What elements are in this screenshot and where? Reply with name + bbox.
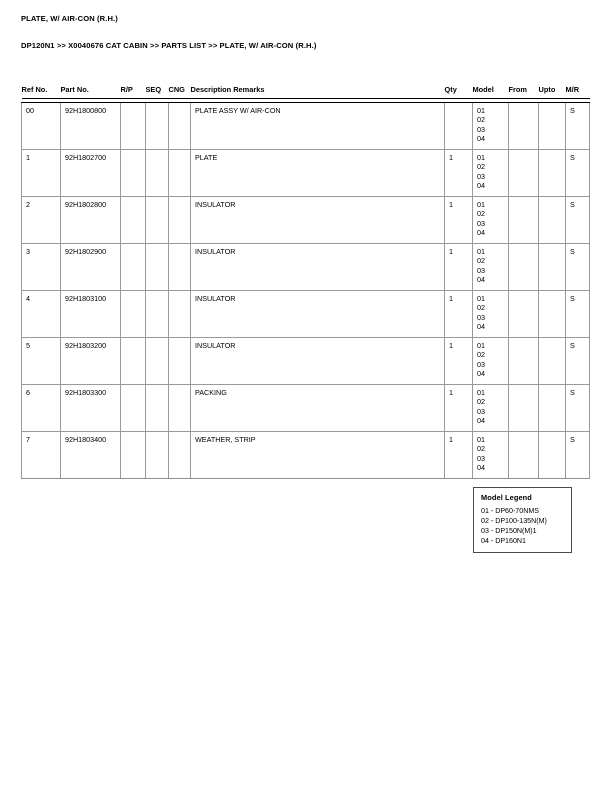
parts-list-table [21,85,590,479]
cell-rp [121,432,146,479]
table-row[interactable] [22,291,590,338]
cell-mr: S [566,103,590,150]
table-body [22,103,590,479]
cell-part-no: 92H1802900 [61,244,121,291]
cell-description: INSULATOR [191,338,445,385]
cell-cng [169,338,191,385]
cell-model [473,150,509,197]
model-code: 03 [477,265,485,275]
model-code: 02 [477,256,485,266]
cell-description: INSULATOR [191,291,445,338]
cell-mr: S [566,338,590,385]
cell-description: PLATE [191,150,445,197]
cell-cng [169,432,191,479]
model-code: 04 [477,368,485,378]
model-code: 02 [477,397,485,407]
cell-qty: 1 [445,244,473,291]
table-row[interactable] [22,385,590,432]
parts-list-table-wrapper [21,85,589,479]
cell-qty: 1 [445,385,473,432]
cell-qty: 1 [445,197,473,244]
model-code: 03 [477,312,485,322]
column-header-ref-no: Ref No. [21,85,48,94]
cell-rp [121,244,146,291]
column-header-qty: Qty [444,85,457,94]
column-header-seq: SEQ [145,85,162,94]
cell-mr: S [566,150,590,197]
cell-rp [121,150,146,197]
model-code: 01 [477,435,485,444]
cell-seq [146,244,169,291]
model-code: 02 [477,303,485,313]
model-legend-entry: 04 - DP160N1 [481,537,526,545]
cell-mr: S [566,244,590,291]
cell-seq [146,150,169,197]
cell-from [509,103,539,150]
cell-description: WEATHER, STRIP [191,432,445,479]
model-code: 01 [477,388,485,397]
cell-upto [539,338,566,385]
cell-seq [146,338,169,385]
cell-from [509,291,539,338]
cell-ref-no: 5 [22,338,61,385]
cell-description: PLATE ASSY W/ AIR-CON [191,103,445,150]
cell-part-no: 92H1800800 [61,103,121,150]
model-code: 01 [477,106,485,115]
cell-rp [121,385,146,432]
cell-upto [539,291,566,338]
model-code: 02 [477,350,485,360]
cell-part-no: 92H1802800 [61,197,121,244]
column-header-rp: R/P [120,85,133,94]
cell-rp [121,291,146,338]
cell-cng [169,291,191,338]
cell-seq [146,197,169,244]
model-code: 03 [477,453,485,463]
cell-part-no: 92H1802700 [61,150,121,197]
cell-cng [169,103,191,150]
cell-cng [169,385,191,432]
cell-part-no: 92H1803300 [61,385,121,432]
cell-cng [169,150,191,197]
model-legend-entry: 02 - DP100-135N(M) [481,517,547,525]
cell-seq [146,291,169,338]
cell-part-no: 92H1803200 [61,338,121,385]
cell-upto [539,150,566,197]
model-legend-entries [481,506,565,546]
cell-description: INSULATOR [191,244,445,291]
cell-seq [146,385,169,432]
cell-upto [539,385,566,432]
cell-ref-no: 6 [22,385,61,432]
column-header-model: Model [472,85,494,94]
table-row[interactable] [22,338,590,385]
cell-rp [121,338,146,385]
cell-from [509,385,539,432]
cell-model [473,385,509,432]
cell-model [473,197,509,244]
model-code: 04 [477,227,485,237]
cell-rp [121,197,146,244]
cell-from [509,150,539,197]
model-code: 03 [477,406,485,416]
cell-cng [169,244,191,291]
model-code: 04 [477,274,485,284]
cell-mr: S [566,291,590,338]
model-code: 01 [477,153,485,162]
cell-qty: 1 [445,291,473,338]
table-row[interactable] [22,103,590,150]
cell-seq [146,432,169,479]
model-code: 01 [477,294,485,303]
cell-from [509,432,539,479]
model-legend-title: Model Legend [481,493,532,502]
model-code: 03 [477,171,485,181]
cell-model [473,291,509,338]
model-code: 02 [477,209,485,219]
table-row[interactable] [22,432,590,479]
model-legend-entry: 03 - DP150N(M)1 [481,527,537,535]
cell-ref-no: 00 [22,103,61,150]
model-code: 04 [477,133,485,143]
cell-qty: 1 [445,338,473,385]
model-code: 01 [477,341,485,350]
cell-upto [539,103,566,150]
column-header-part-no: Part No. [60,85,89,94]
table-row[interactable] [22,197,590,244]
cell-from [509,244,539,291]
model-code: 03 [477,124,485,134]
cell-mr: S [566,432,590,479]
cell-upto [539,244,566,291]
column-header-description: Description Remarks [190,85,265,94]
model-code: 04 [477,462,485,472]
cell-part-no: 92H1803400 [61,432,121,479]
cell-model [473,244,509,291]
model-code: 02 [477,444,485,454]
cell-qty [445,103,473,150]
page-title: PLATE, W/ AIR-CON (R.H.) [21,14,118,23]
table-header [22,85,590,103]
cell-part-no: 92H1803100 [61,291,121,338]
cell-qty: 1 [445,432,473,479]
breadcrumb: DP120N1 >> X0040676 CAT CABIN >> PARTS LIST >> PLATE, W/ AIR-CON (R.H.) [21,41,317,50]
cell-rp [121,103,146,150]
model-code: 03 [477,359,485,369]
cell-ref-no: 7 [22,432,61,479]
cell-mr: S [566,385,590,432]
cell-ref-no: 1 [22,150,61,197]
cell-model [473,432,509,479]
model-code: 04 [477,415,485,425]
cell-description: INSULATOR [191,197,445,244]
model-legend-entry: 01 - DP60-70NMS [481,507,539,515]
model-code: 03 [477,218,485,228]
cell-ref-no: 4 [22,291,61,338]
cell-upto [539,197,566,244]
cell-cng [169,197,191,244]
model-code: 02 [477,115,485,125]
model-code: 01 [477,247,485,256]
column-header-mr: M/R [565,85,580,94]
model-legend-box [473,487,572,553]
cell-qty: 1 [445,150,473,197]
cell-ref-no: 3 [22,244,61,291]
cell-from [509,197,539,244]
model-code: 02 [477,162,485,172]
cell-mr: S [566,197,590,244]
model-code: 04 [477,180,485,190]
cell-description: PACKING [191,385,445,432]
cell-ref-no: 2 [22,197,61,244]
column-header-upto: Upto [538,85,556,94]
table-row[interactable] [22,150,590,197]
table-row[interactable] [22,244,590,291]
cell-model [473,103,509,150]
column-header-from: From [508,85,527,94]
model-code: 04 [477,321,485,331]
cell-seq [146,103,169,150]
column-header-cng: CNG [168,85,185,94]
cell-from [509,338,539,385]
model-code: 01 [477,200,485,209]
cell-upto [539,432,566,479]
cell-model [473,338,509,385]
